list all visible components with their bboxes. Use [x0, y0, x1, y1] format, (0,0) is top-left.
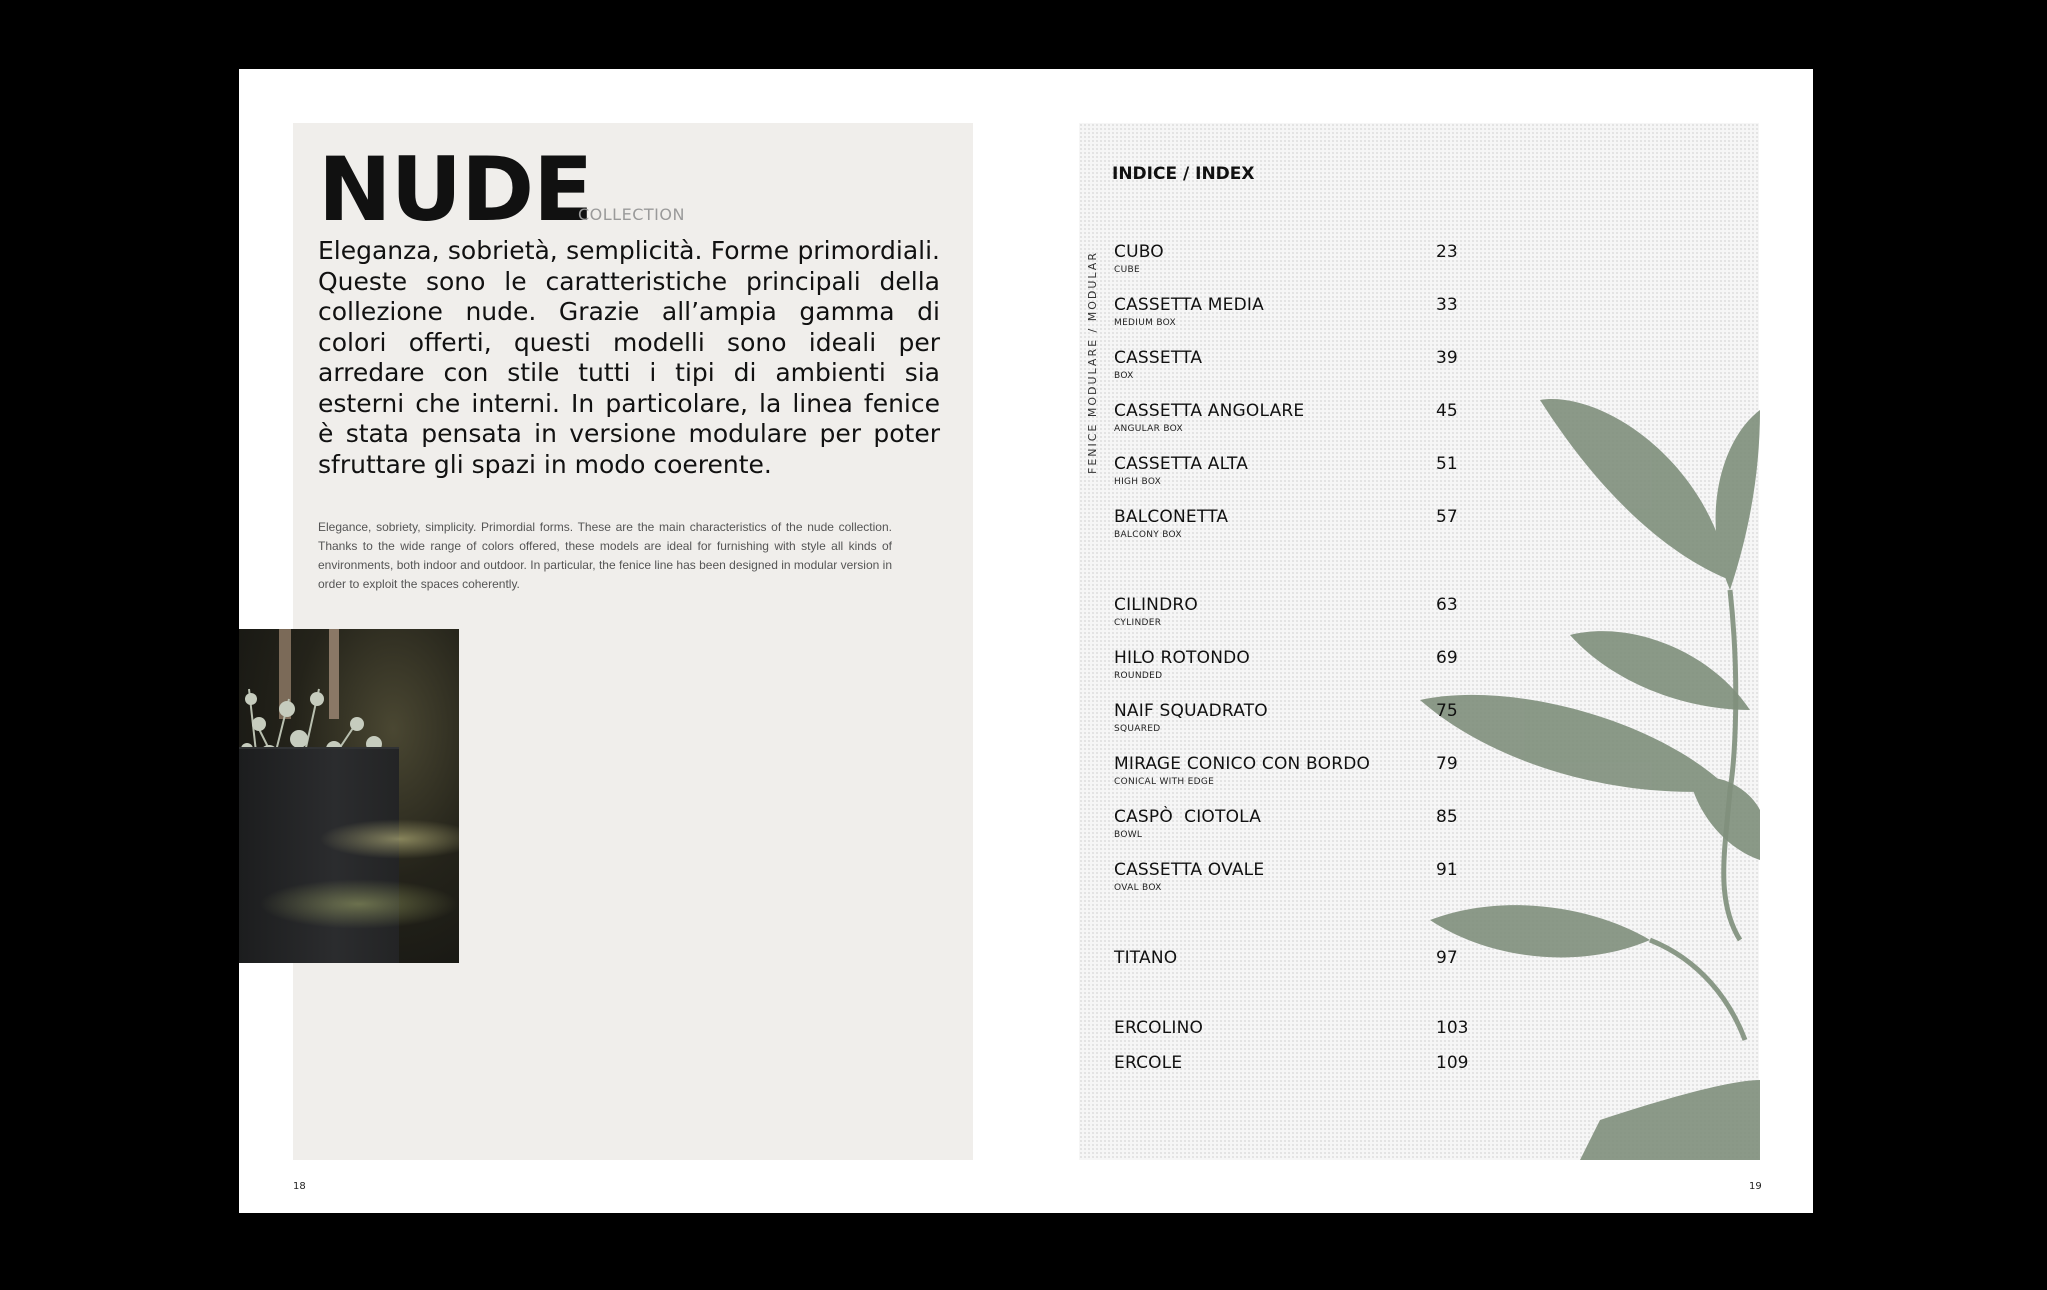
index-heading: INDICE / INDEX: [1112, 164, 1255, 184]
index-entry[interactable]: [1114, 701, 1494, 735]
entry-name-en: MEDIUM BOX: [1114, 318, 1176, 328]
entry-name-en: OVAL BOX: [1114, 883, 1162, 893]
light-glow: [259, 879, 459, 929]
entry-name-en: CONICAL WITH EDGE: [1114, 777, 1215, 787]
entry-page: 45: [1436, 401, 1458, 421]
entry-name: MIRAGE CONICO CON BORDO: [1114, 754, 1371, 774]
entry-name-en: HIGH BOX: [1114, 477, 1162, 487]
entry-page: 57: [1436, 507, 1458, 527]
entry-name-en: BOWL: [1114, 830, 1143, 840]
entry-name: CUBO: [1114, 242, 1164, 262]
entry-page: 51: [1436, 454, 1458, 474]
entry-name: CASPÒ CIOTOLA: [1114, 807, 1262, 827]
index-entry[interactable]: [1114, 507, 1494, 541]
entry-page: 39: [1436, 348, 1458, 368]
entry-page: 109: [1436, 1053, 1469, 1073]
entry-name-en: BOX: [1114, 371, 1134, 381]
index-entry[interactable]: [1114, 595, 1494, 629]
entry-page: 63: [1436, 595, 1458, 615]
entry-name: NAIF SQUADRATO: [1114, 701, 1268, 721]
entry-page: 23: [1436, 242, 1458, 262]
index-entry[interactable]: [1114, 860, 1494, 894]
entry-page: 97: [1436, 948, 1458, 968]
index-entry[interactable]: [1114, 754, 1494, 788]
entry-page: 69: [1436, 648, 1458, 668]
entry-name-en: SQUARED: [1114, 724, 1161, 734]
intro-paragraph-it: Eleganza, sobrietà, semplicità. Forme primordiali. Queste sono le caratteristiche principali della collezione nude. Grazie all’ampia gamma di colori offerti, questi modelli sono ideali per arredare con stile tutti i tipi di ambienti sia esterni che interni. In particolare, la linea fenice è stata pensata in versione modulare per poter sfruttare gli spazi in modo coerente.: [318, 236, 940, 479]
index-entry[interactable]: [1114, 1053, 1494, 1073]
index-entry[interactable]: [1114, 454, 1494, 488]
collection-subtitle: COLLECTION: [578, 205, 685, 224]
entry-page: 79: [1436, 754, 1458, 774]
index-entry[interactable]: [1114, 242, 1494, 276]
entry-name: CILINDRO: [1114, 595, 1198, 615]
page-number-left: 18: [293, 1181, 306, 1192]
entry-page: 75: [1436, 701, 1458, 721]
entry-page: 33: [1436, 295, 1458, 315]
entry-name: ERCOLINO: [1114, 1018, 1204, 1038]
entry-name: CASSETTA ANGOLARE: [1114, 401, 1305, 421]
index-entry[interactable]: [1114, 648, 1494, 682]
entry-name: CASSETTA OVALE: [1114, 860, 1265, 880]
intro-paragraph-en: Elegance, sobriety, simplicity. Primordial forms. These are the main characteristics of the nude collection. Thanks to the wide range of colors offered, these models are ideal for furnishing with style all kinds of environments, both indoor and outdoor. In particular, the fenice line has been designed in modular version in order to exploit the spaces coherently.: [318, 520, 892, 591]
product-photo: [239, 629, 459, 963]
collection-title: NUDE: [318, 138, 593, 241]
entry-name-en: ANGULAR BOX: [1114, 424, 1183, 434]
index-entry[interactable]: [1114, 1018, 1494, 1038]
entry-name-en: BALCONY BOX: [1114, 530, 1182, 540]
entry-name-en: CUBE: [1114, 265, 1140, 275]
index-entry[interactable]: [1114, 295, 1494, 329]
entry-page: 103: [1436, 1018, 1469, 1038]
entry-page: 91: [1436, 860, 1458, 880]
page-number-right: 19: [1749, 1181, 1762, 1192]
entry-name: CASSETTA: [1114, 348, 1203, 368]
entry-name: TITANO: [1114, 948, 1178, 968]
entry-name: BALCONETTA: [1114, 507, 1229, 527]
index-entry[interactable]: [1114, 948, 1494, 968]
index-entry[interactable]: [1114, 348, 1494, 382]
index-entry[interactable]: [1114, 401, 1494, 435]
entry-name-en: CYLINDER: [1114, 618, 1162, 628]
entry-name-en: ROUNDED: [1114, 671, 1163, 681]
entry-name: CASSETTA ALTA: [1114, 454, 1249, 474]
index-entry[interactable]: [1114, 807, 1494, 841]
entry-name: HILO ROTONDO: [1114, 648, 1250, 668]
side-section-label: FENICE MODULARE / MODULAR: [1086, 251, 1099, 474]
entry-name: ERCOLE: [1114, 1053, 1183, 1073]
entry-name: CASSETTA MEDIA: [1114, 295, 1264, 315]
entry-page: 85: [1436, 807, 1458, 827]
